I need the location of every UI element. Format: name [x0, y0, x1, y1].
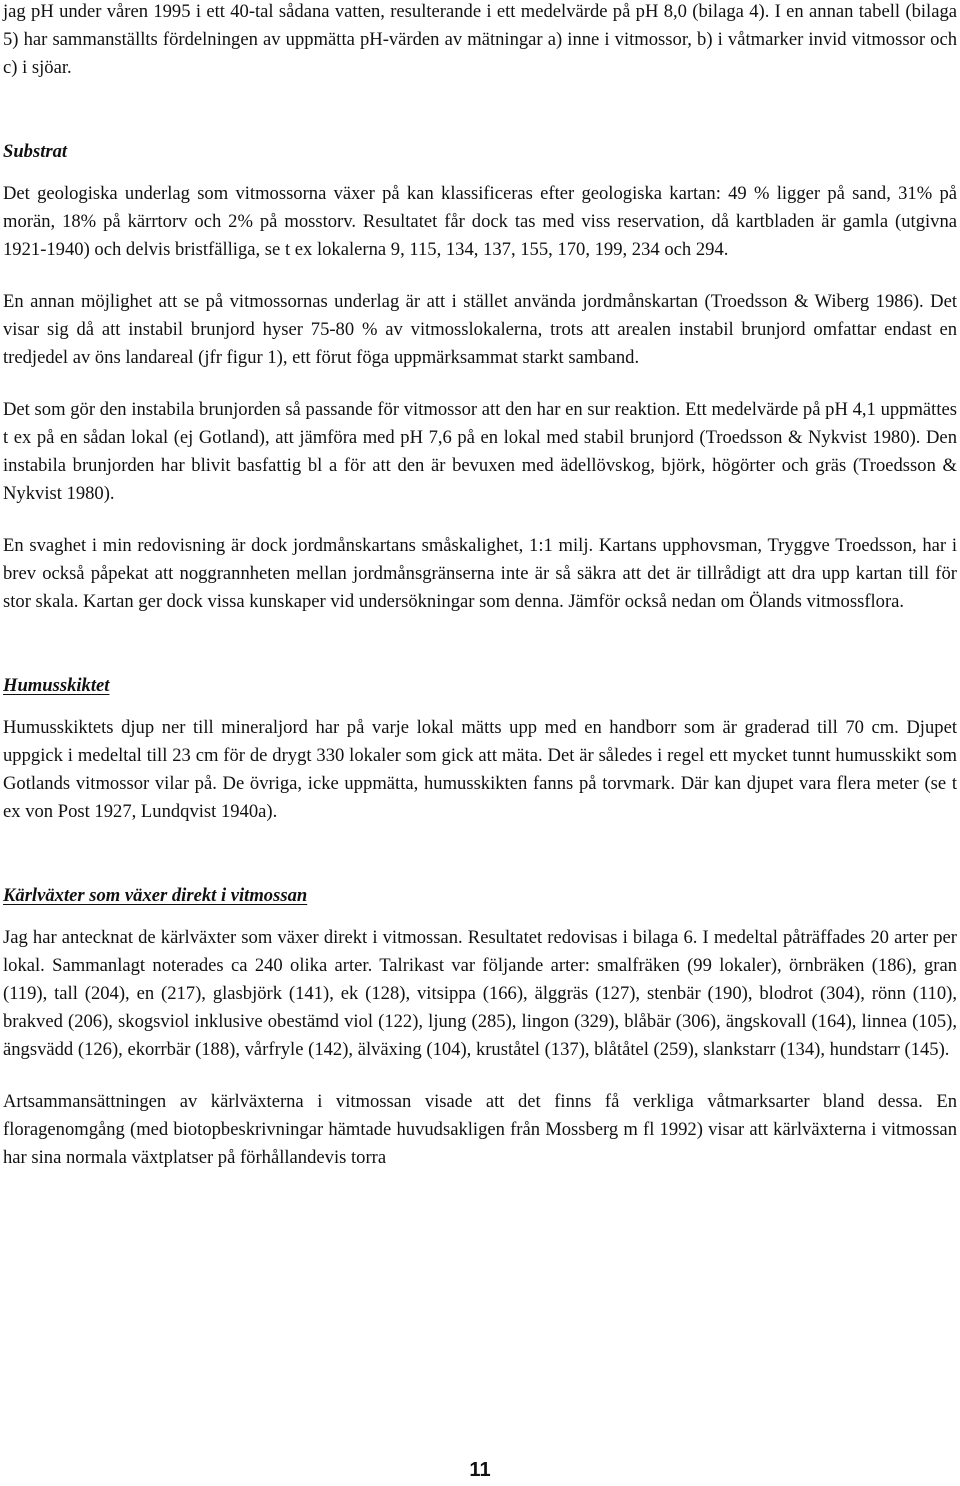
intro-paragraph: jag pH under våren 1995 i ett 40-tal sådana vatten, resulterande i ett medelvärde på pH 8,0 (bilaga 4). I en annan tabell (bilaga 5) har sammanställts fördelningen av uppmätta pH-värden av mätningar a) inne i vitmossor, b) i våtmarker invid vitmossor och c) i sjöar. [3, 1, 957, 78]
substrat-paragraph-4: En svaghet i min redovisning är dock jordmånskartans småskalighet, 1:1 milj. Kartans upphovsman, Tryggve Troedsson, har i brev också påpekat att noggrannheten mellan jordmånsgränserna inte är så säkra att det är tillrådigt att dra upp kartan till för stor skala. Kartan ger dock vissa kunskaper vid undersökningar som denna. Jämför också nedan om Ölands vitmossflora. [3, 535, 957, 612]
humus-paragraph-1: Humusskiktets djup ner till mineraljord har på varje lokal mätts upp med en handborr som är graderad till 70 cm. Djupet uppgick i medeltal till 23 cm för de drygt 330 lokaler som gick att mäta. Det är således i regel ett mycket tunnt humusskikt som Gotlands vitmossor vilar på. De övriga, icke uppmätta, humusskikten fanns på torvmark. Där kan djupet vara flera meter (se t ex von Post 1927, Lundqvist 1940a). [3, 717, 957, 822]
heading-karlvaxter: Kärlväxter som växer direkt i vitmossan [3, 885, 308, 906]
karl-paragraph-2: Artsammansättningen av kärlväxterna i vitmossan visade att det finns få verkliga våtmarksarter bland dessa. En floragenomgång (med biotopbeskrivningar hämtade huvudsakligen från Mossberg m fl 1992) visar att kärlväxterna i vitmossan har sina normala växtplatser på förhållandevis torra [3, 1091, 957, 1168]
substrat-paragraph-3: Det som gör den instabila brunjorden så passande för vitmossor att den har en sur reaktion. Ett medelvärde på pH 4,1 uppmättes t ex på en sådan lokal (ej Gotland), att jämföra med pH 7,6 på en lokal med stabil brunjord (Troedsson & Nykvist 1980). Den instabila brunjorden har blivit basfattig bl a för att den är bevuxen med ädellövskog, björk, högörter och gräs (Troedsson & Nykvist 1980). [3, 399, 957, 504]
substrat-paragraph-2: En annan möjlighet att se på vitmossornas underlag är att i stället använda jordmånskartan (Troedsson & Wiberg 1986). Det visar sig då att instabil brunjord hyser 75-80 % av vitmosslokalerna, trots att arealen instabil brunjord omfattar endast en tredjedel av öns landareal (jfr figur 1), ett förut föga uppmärksammat starkt samband. [3, 291, 957, 368]
heading-substrat: Substrat [3, 141, 68, 162]
heading-humusskiktet: Humusskiktet [3, 675, 110, 696]
substrat-paragraph-1: Det geologiska underlag som vitmossorna växer på kan klassificeras efter geologiska kartan: 49 % ligger på sand, 31% på morän, 18% på kärrtorv och 2% på mosstorv. Resultatet får dock tas med viss reservation, då kartbladen är gamla (utgivna 1921-1940) och delvis bristfälliga, se t ex lokalerna 9, 115, 134, 137, 155, 170, 199, 234 och 294. [3, 183, 957, 260]
page-number: 11 [469, 1459, 491, 1481]
karl-paragraph-1: Jag har antecknat de kärlväxter som växer direkt i vitmossan. Resultatet redovisas i bilaga 6. I medeltal påträffades 20 arter per lokal. Sammanlagt noterades ca 240 olika arter. Talrikast var följande arter: smalfräken (99 lokaler), örnbräken (186), gran (119), tall (204), en (217), glasbjörk (141), ek (128), vitsippa (166), älggräs (127), stenbär (190), blodrot (304), rönn (110), brakved (206), skogsviol inklusive obestämd viol (122), ljung (285), lingon (329), blåbär (306), ängskovall (164), linnea (105), ängsvädd (126), ekorrbär (188), vårfryle (142), älväxing (104), kruståtel (137), blåtåtel (259), slankstarr (134), hundstarr (145). [3, 927, 957, 1060]
